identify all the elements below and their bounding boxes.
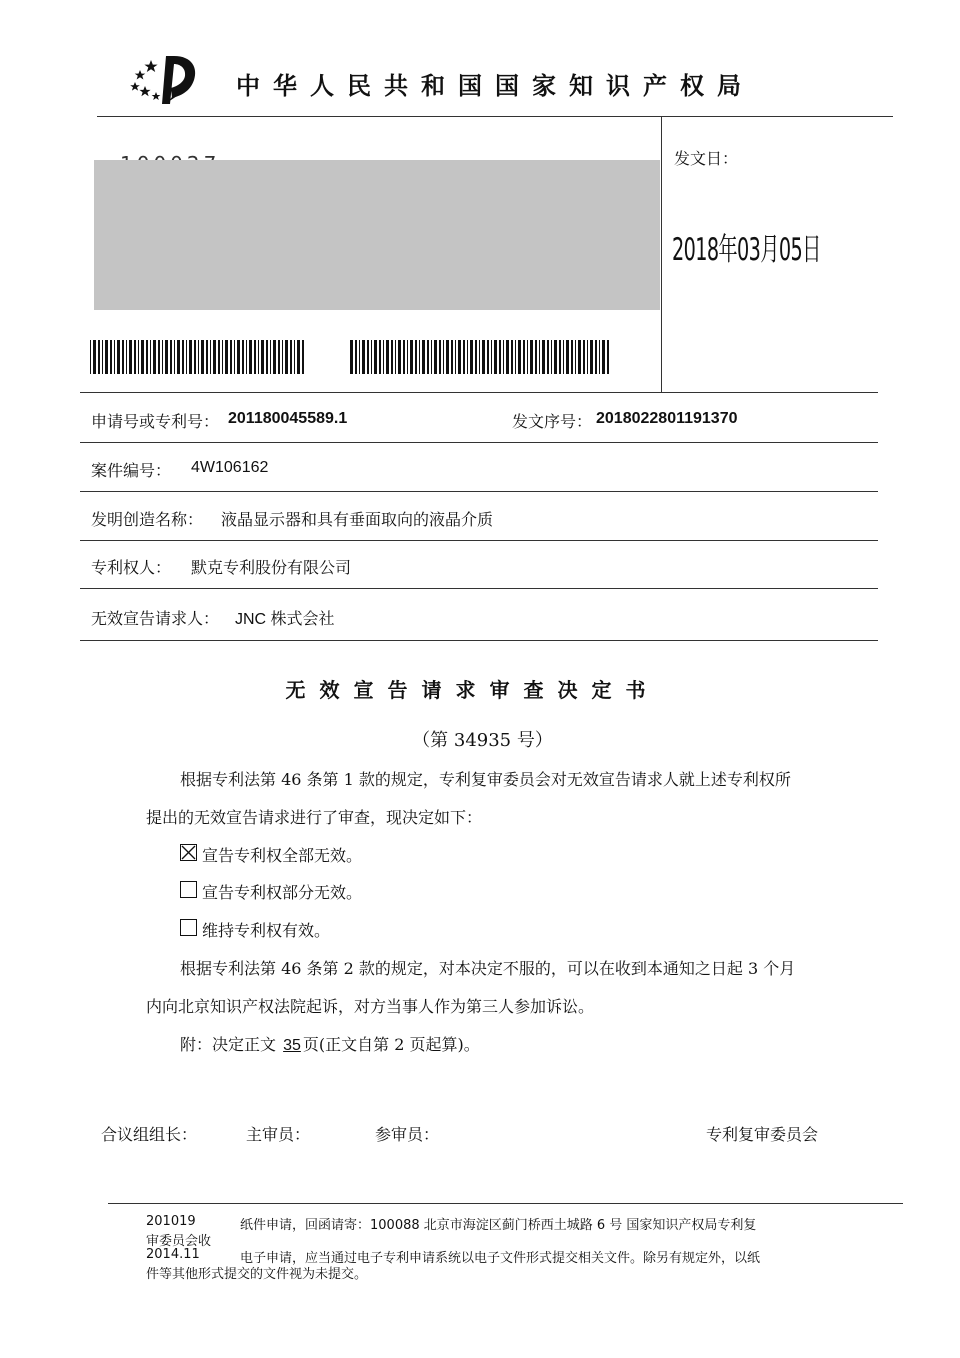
panel-leader-label: 合议组组长：: [101, 1125, 198, 1144]
barcode-bar: [439, 340, 441, 374]
application-no-value: 201180045589.1: [228, 410, 348, 427]
barcode-bar: [213, 340, 216, 374]
barcode-bar: [222, 340, 223, 374]
barcode-bar: [201, 340, 204, 374]
barcode-bar: [105, 340, 108, 374]
barcode-bar: [371, 340, 372, 374]
invention-name-value: 液晶显示器和具有垂面取向的液晶介质: [221, 510, 494, 529]
barcode-bar: [362, 340, 365, 374]
barcode-bar: [102, 340, 103, 374]
barcode-bar: [367, 340, 369, 374]
barcode-bar: [278, 340, 280, 374]
barcode-bar: [266, 340, 268, 374]
footer-code-1: 201019: [146, 1214, 196, 1229]
barcode-right: [350, 340, 610, 374]
option-label-invalid-all: 宣告专利权全部无效。: [202, 846, 363, 865]
barcode-bar: [434, 340, 437, 374]
barcode-bar: [350, 340, 353, 374]
case-no-label: 案件编号：: [91, 461, 172, 480]
barcode-bar: [174, 340, 175, 374]
barcode-bar: [93, 340, 96, 374]
examiner-label: 参审员：: [375, 1125, 440, 1144]
option-label-invalid-part: 宣告专利权部分无效。: [202, 883, 363, 902]
doc-serial-label: 发文序号：: [512, 412, 593, 431]
barcode-bar: [150, 340, 151, 374]
barcode-bar: [547, 340, 549, 374]
barcode-bar: [458, 340, 461, 374]
barcode-bar: [479, 340, 480, 374]
barcode-bar: [499, 340, 501, 374]
invention-name-label: 发明创造名称：: [91, 510, 204, 529]
patentee-value: 默克专利股份有限公司: [191, 558, 352, 577]
barcode-bar: [427, 340, 429, 374]
barcode-bar: [225, 340, 228, 374]
barcode-bar: [583, 340, 585, 374]
application-no-label: 申请号或专利号：: [91, 412, 220, 431]
barcode-bar: [126, 340, 127, 374]
barcode-bar: [254, 340, 256, 374]
doc-serial-value: 2018022801191370: [596, 410, 738, 427]
barcode-bar: [431, 340, 432, 374]
barcode-bar: [117, 340, 120, 374]
row-rule-2: [80, 491, 878, 492]
barcode-bar: [542, 340, 545, 374]
barcode-bar: [470, 340, 473, 374]
barcode-bar: [535, 340, 537, 374]
paragraph-2-line-1: 根据专利法第 46 条第 2 款的规定，对本决定不服的，可以在收到本通知之日起 3 个月: [180, 959, 796, 978]
barcode-bar: [141, 340, 144, 374]
barcode-bar: [297, 340, 300, 374]
barcode-bar: [230, 340, 232, 374]
barcode-bar: [285, 340, 288, 374]
decision-title: 无效宣告请求审查决定书: [285, 678, 660, 702]
barcode-bar: [158, 340, 160, 374]
barcode-bar: [242, 340, 244, 374]
barcode-bar: [302, 340, 304, 374]
barcode-bar: [487, 340, 489, 374]
office-name: 中华人民共和国国家知识产权局: [236, 72, 754, 100]
barcode-bar: [503, 340, 504, 374]
barcode-bar: [206, 340, 208, 374]
barcode-bar: [355, 340, 357, 374]
barcode-bar: [511, 340, 513, 374]
barcode-bar: [210, 340, 211, 374]
barcode-bar: [527, 340, 528, 374]
footer-note-1-line-1: 纸件申请，回函请寄：100088 北京市海淀区蓟门桥西土城路 6 号 国家知识产权局专利复: [240, 1218, 757, 1233]
review-board-name: 专利复审委员会: [706, 1125, 819, 1144]
patentee-label: 专利权人：: [91, 558, 172, 577]
fields-bottom-rule: [80, 640, 878, 641]
barcode-bar: [494, 340, 497, 374]
barcode-bar: [110, 340, 112, 374]
chief-examiner-label: 主审员：: [246, 1125, 311, 1144]
decision-number: （第 34935 号）: [412, 730, 553, 751]
barcode-bar: [398, 340, 401, 374]
attachment-pages: 35: [283, 1037, 301, 1054]
requester-value: JNC 株式会社: [235, 611, 335, 628]
option-checkbox-maintain[interactable]: [180, 919, 197, 936]
barcode-bar: [170, 340, 172, 374]
barcode-bar: [114, 340, 115, 374]
barcode-bar: [451, 340, 453, 374]
barcode-bar: [182, 340, 184, 374]
barcode-bar: [410, 340, 413, 374]
barcode-bar: [571, 340, 573, 374]
footer-code-2: 2014.11: [146, 1247, 200, 1262]
barcode-bar: [258, 340, 259, 374]
paragraph-1-line-2: 提出的无效宣告请求进行了审查，现决定如下：: [146, 808, 483, 827]
requester-label: 无效宣告请求人：: [91, 609, 220, 628]
barcode-bar: [237, 340, 240, 374]
barcode-bar: [359, 340, 360, 374]
barcode-bar: [177, 340, 180, 374]
barcode-bar: [294, 340, 295, 374]
barcode-bar: [234, 340, 235, 374]
barcode-bar: [506, 340, 509, 374]
barcode-bar: [530, 340, 533, 374]
barcode-bar: [146, 340, 148, 374]
barcode-bar: [475, 340, 477, 374]
barcode-bar: [379, 340, 381, 374]
barcode-bar: [153, 340, 156, 374]
barcode-bar: [563, 340, 564, 374]
barcode-bar: [602, 340, 605, 374]
paragraph-2-line-2: 内向北京知识产权法院起诉，对方当事人作为第三人参加诉讼。: [146, 997, 595, 1016]
barcode-bar: [599, 340, 600, 374]
barcode-bar: [403, 340, 405, 374]
redaction-box: [94, 160, 660, 310]
barcode-bar: [194, 340, 196, 374]
barcode-bar: [186, 340, 187, 374]
option-checkbox-invalid-part[interactable]: [180, 881, 197, 898]
barcode-bar: [129, 340, 132, 374]
barcode-bar: [90, 340, 91, 374]
barcode-bar: [98, 340, 100, 374]
barcode-bar: [270, 340, 271, 374]
barcode-bar: [391, 340, 393, 374]
send-date-label: 发文日：: [674, 149, 739, 168]
barcode-bar: [455, 340, 456, 374]
row-rule-3: [80, 540, 878, 541]
barcode-bar: [198, 340, 199, 374]
barcode-bar: [515, 340, 516, 374]
barcode-bar: [249, 340, 252, 374]
barcode-bar: [162, 340, 163, 374]
paragraph-1-line-1: 根据专利法第 46 条第 1 款的规定，专利复审委员会对无效宣告请求人就上述专利权所: [180, 770, 791, 789]
barcode-bar: [383, 340, 384, 374]
barcode-bar: [566, 340, 569, 374]
footer-note-2-line-1: 电子申请，应当通过电子专利申请系统以电子文件形式提交相关文件。除另有规定外，以纸: [240, 1251, 761, 1266]
date-column-divider: [661, 117, 662, 393]
option-checkbox-invalid-all[interactable]: [180, 844, 197, 861]
barcode-bar: [386, 340, 389, 374]
footer-rule: [108, 1203, 903, 1204]
check-x-icon: [181, 845, 196, 860]
barcode-bar: [282, 340, 283, 374]
barcode-bar: [491, 340, 492, 374]
barcode-bar: [467, 340, 468, 374]
barcode-bar: [539, 340, 540, 374]
barcode-bar: [523, 340, 525, 374]
barcode-bar: [419, 340, 420, 374]
barcode-bar: [587, 340, 588, 374]
barcode-bar: [607, 340, 609, 374]
barcode-bar: [578, 340, 581, 374]
barcode-bar: [261, 340, 264, 374]
barcode-bar: [575, 340, 576, 374]
barcode-bar: [134, 340, 136, 374]
fields-top-rule: [80, 392, 878, 393]
cnipa-logo: [128, 52, 204, 108]
footer-note-2-line-2: 件等其他形式提交的文件视为未提交。: [146, 1267, 368, 1282]
barcode-bar: [554, 340, 557, 374]
case-no-value: 4W106162: [191, 459, 269, 476]
barcode-bar: [590, 340, 593, 374]
barcode-bar: [551, 340, 552, 374]
attachment-suffix: 页(正文自第 2 页起算)。: [302, 1035, 480, 1054]
barcode-bar: [518, 340, 521, 374]
barcode-bar: [374, 340, 377, 374]
attachment-line: [180, 1032, 480, 1055]
barcode-bar: [595, 340, 597, 374]
send-date-value: 2018年03月05日: [672, 232, 821, 268]
barcode-bar: [246, 340, 247, 374]
option-label-maintain: 维持专利权有效。: [202, 921, 331, 940]
barcode-bar: [395, 340, 396, 374]
barcode-bar: [122, 340, 124, 374]
row-rule-4: [80, 588, 878, 589]
barcode-bar: [443, 340, 444, 374]
barcode-bar: [407, 340, 408, 374]
barcode-bar: [422, 340, 425, 374]
barcode-bar: [415, 340, 417, 374]
barcode-bar: [290, 340, 292, 374]
barcode-bar: [273, 340, 276, 374]
header-divider: [97, 116, 893, 117]
barcode-bar: [463, 340, 465, 374]
barcode-bar: [165, 340, 168, 374]
barcode-bar: [218, 340, 220, 374]
barcode-bar: [482, 340, 485, 374]
barcode-bar: [138, 340, 139, 374]
attachment-prefix: 附：决定正文: [180, 1035, 277, 1054]
footer-note-1-line-2: 审委员会收: [146, 1234, 212, 1249]
barcode-bar: [559, 340, 561, 374]
row-rule-1: [80, 442, 878, 443]
barcode-left: [90, 340, 304, 374]
barcode-bar: [189, 340, 192, 374]
barcode-bar: [446, 340, 449, 374]
